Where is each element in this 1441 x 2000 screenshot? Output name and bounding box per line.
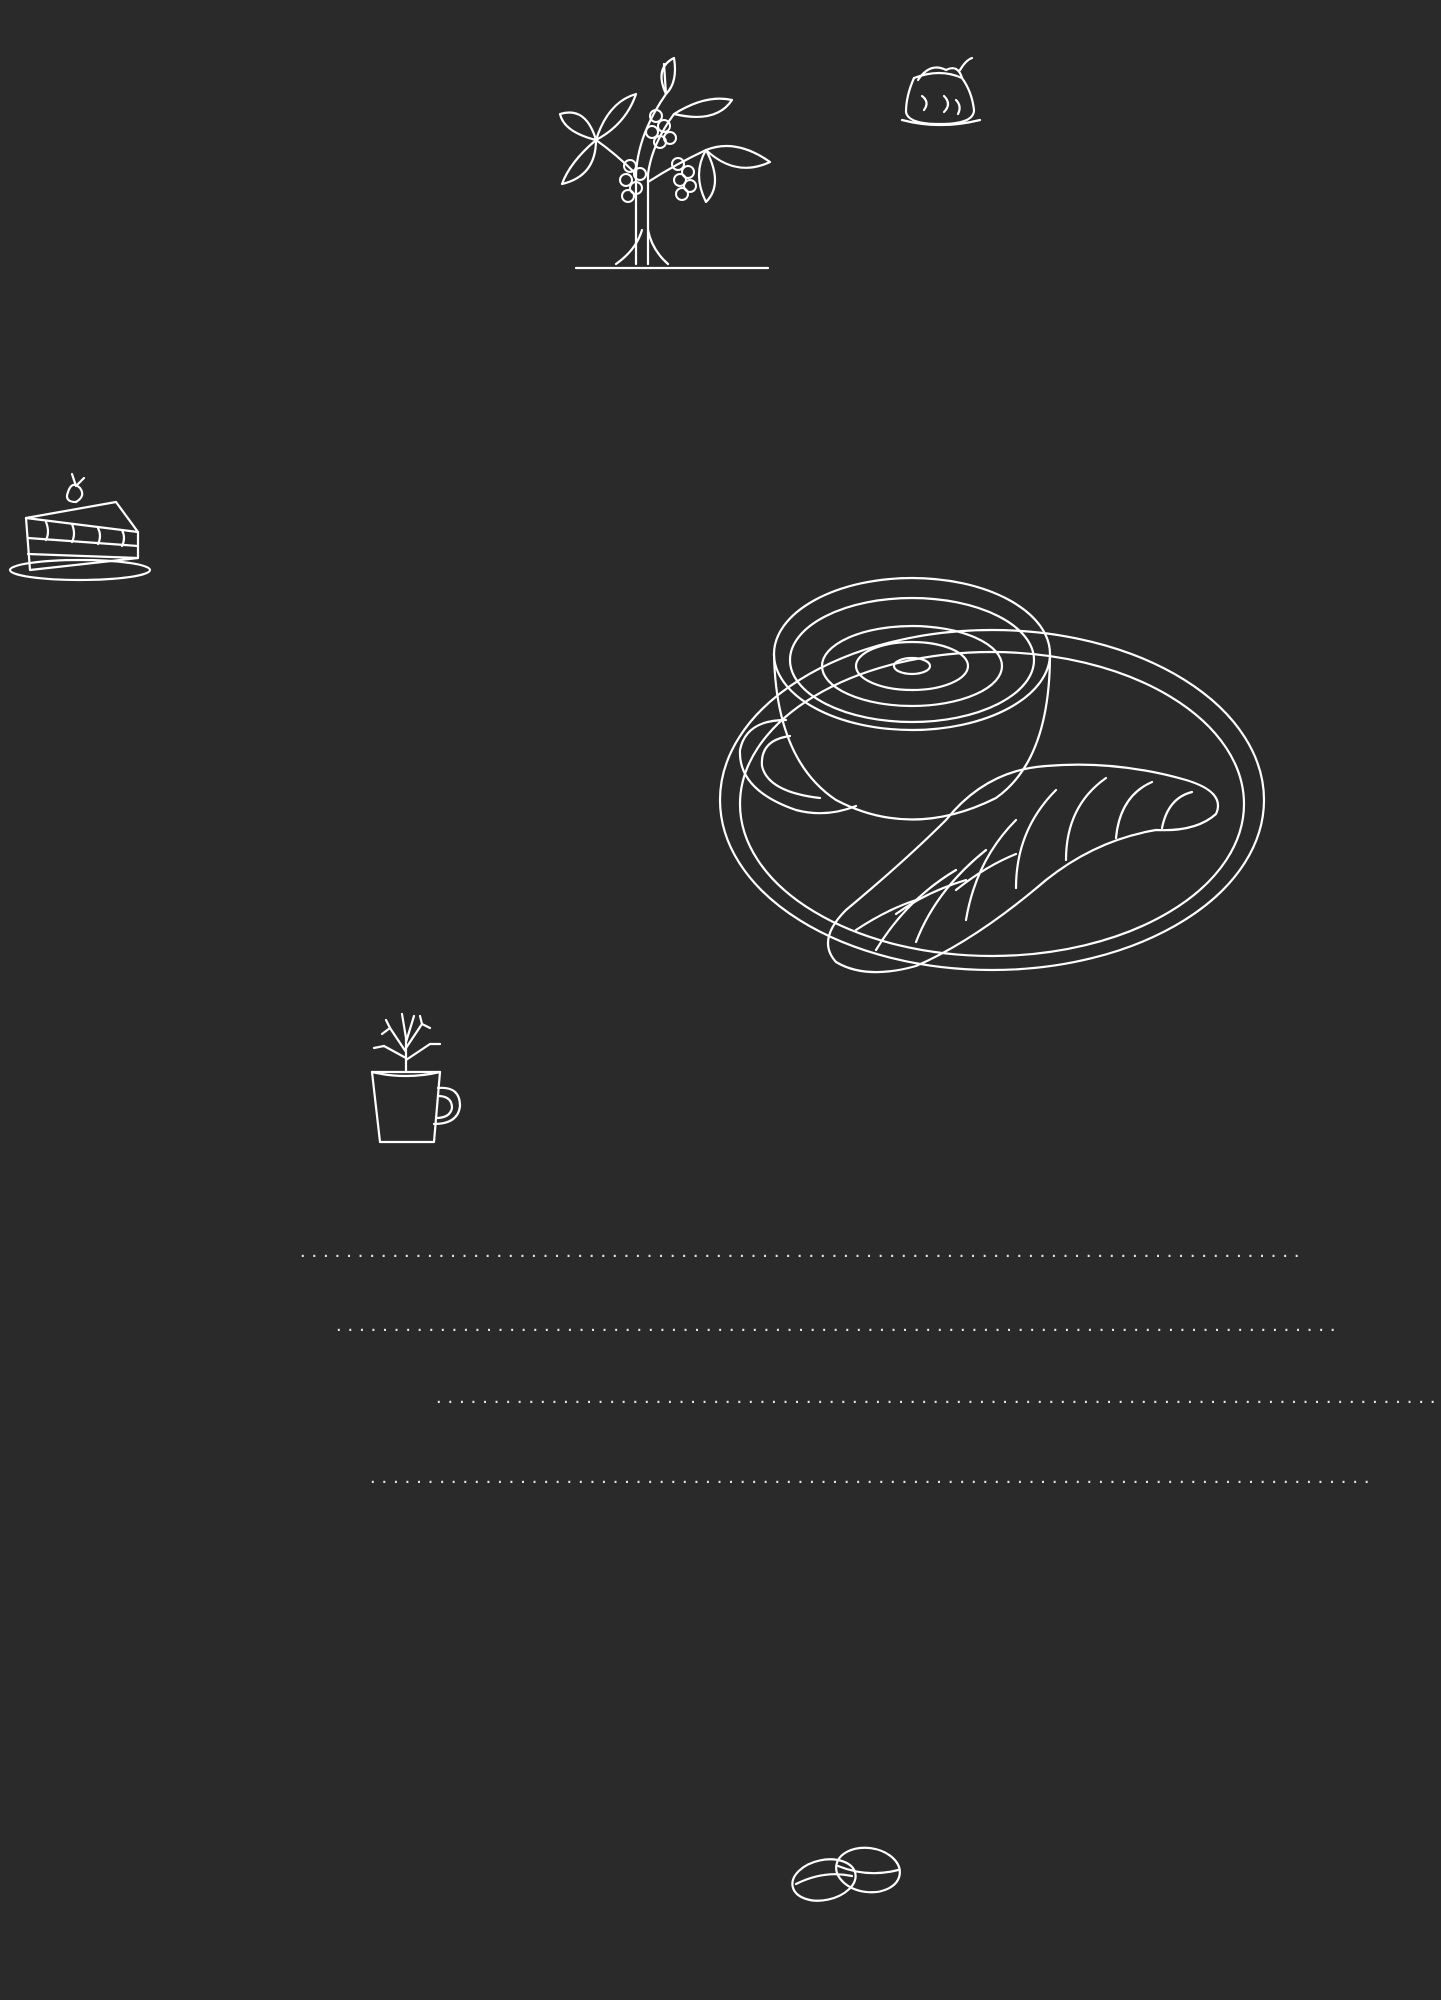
plant-mug-icon [360,1008,464,1146]
coffee-sack-icon [900,56,982,128]
dot-leader: ....................................................................................... [300,1240,1306,1262]
dot-leader: ....................................................................................... [336,1314,1342,1336]
coffee-bean-pair-icon [788,1840,906,1910]
coffee-bean-garland-top [130,330,720,470]
dot-leader: ....................................................................................... [370,1466,1376,1488]
cup-saucer-croissant-illustration [716,570,1276,990]
cake-slice-icon [6,462,154,582]
dot-leader: ....................................................................................... [436,1386,1441,1408]
coffee-tree-icon [556,54,776,276]
coffee-bean-garland-bottom [130,1508,1190,1748]
